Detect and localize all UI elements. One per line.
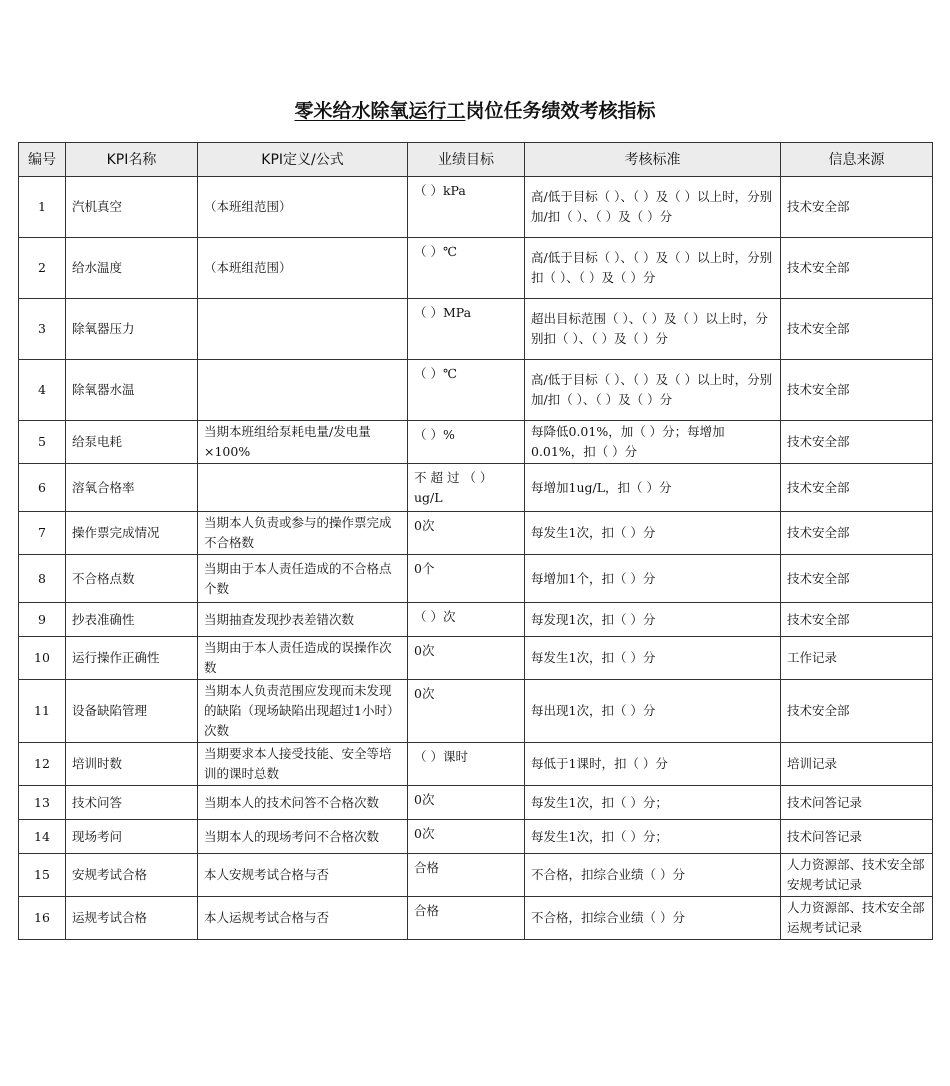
cell-no: 16: [19, 897, 66, 940]
cell-kpi-name: 设备缺陷管理: [66, 680, 198, 743]
table-row: [19, 786, 933, 820]
cell-kpi-name: 技术问答: [66, 786, 198, 820]
table-row: [19, 299, 933, 360]
table-row: [19, 603, 933, 637]
table-row: [19, 238, 933, 299]
cell-kpi-name: 运行操作正确性: [66, 637, 198, 680]
cell-source: 技术问答记录: [781, 786, 933, 820]
cell-kpi-name: 除氧器水温: [66, 360, 198, 421]
cell-source: 技术安全部: [781, 360, 933, 421]
cell-standard: 每发现1次，扣（ ）分: [525, 603, 781, 637]
cell-source: 技术问答记录: [781, 820, 933, 854]
cell-kpi-name: 操作票完成情况: [66, 512, 198, 555]
cell-kpi-definition: [198, 360, 408, 421]
cell-target: （ ）%: [408, 421, 525, 464]
cell-kpi-name: 给泵电耗: [66, 421, 198, 464]
cell-kpi-name: 不合格点数: [66, 555, 198, 603]
cell-kpi-name: 安规考试合格: [66, 854, 198, 897]
cell-standard: 不合格，扣综合业绩（ ）分: [525, 854, 781, 897]
cell-kpi-definition: 当期本班组给泵耗电量/发电量×100%: [198, 421, 408, 464]
cell-source: 技术安全部: [781, 464, 933, 512]
cell-target: （ ）次: [408, 603, 525, 637]
table-row: [19, 360, 933, 421]
cell-target: 0次: [408, 680, 525, 743]
cell-no: 6: [19, 464, 66, 512]
cell-source: 培训记录: [781, 743, 933, 786]
table-row: [19, 555, 933, 603]
cell-no: 14: [19, 820, 66, 854]
cell-kpi-definition: 当期本人负责或参与的操作票完成不合格数: [198, 512, 408, 555]
cell-kpi-name: 培训时数: [66, 743, 198, 786]
cell-no: 9: [19, 603, 66, 637]
header-row: [19, 143, 933, 177]
cell-kpi-name: 除氧器压力: [66, 299, 198, 360]
cell-source: 技术安全部: [781, 603, 933, 637]
cell-kpi-definition: [198, 299, 408, 360]
cell-standard: 高/低于目标（ ）、（ ）及（ ）以上时，分别加/扣（ ）、（ ）及（ ）分: [525, 177, 781, 238]
cell-target: 0次: [408, 512, 525, 555]
cell-no: 7: [19, 512, 66, 555]
cell-standard: 每发生1次，扣（ ）分: [525, 512, 781, 555]
cell-kpi-name: 汽机真空: [66, 177, 198, 238]
cell-kpi-definition: 当期本人负责范围应发现而未发现的缺陷（现场缺陷出现超过1小时）次数: [198, 680, 408, 743]
cell-target: （ ）℃: [408, 360, 525, 421]
header-standard: 考核标准: [525, 143, 781, 177]
table-row: [19, 897, 933, 940]
cell-kpi-definition: 本人运规考试合格与否: [198, 897, 408, 940]
cell-standard: 每增加1个，扣（ ）分: [525, 555, 781, 603]
cell-kpi-name: 抄表准确性: [66, 603, 198, 637]
cell-no: 10: [19, 637, 66, 680]
cell-source: 技术安全部: [781, 512, 933, 555]
cell-target: （ ）MPa: [408, 299, 525, 360]
cell-target: 0次: [408, 637, 525, 680]
table-row: [19, 421, 933, 464]
cell-source: 技术安全部: [781, 421, 933, 464]
cell-target: 合格: [408, 854, 525, 897]
cell-no: 1: [19, 177, 66, 238]
cell-no: 4: [19, 360, 66, 421]
cell-standard: 每发生1次，扣（ ）分: [525, 637, 781, 680]
table-row: [19, 680, 933, 743]
cell-kpi-name: 现场考问: [66, 820, 198, 854]
cell-source: 技术安全部: [781, 299, 933, 360]
cell-standard: 不合格，扣综合业绩（ ）分: [525, 897, 781, 940]
table-row: [19, 820, 933, 854]
cell-kpi-name: 运规考试合格: [66, 897, 198, 940]
cell-kpi-definition: （本班组范围）: [198, 238, 408, 299]
cell-target: 不 超 过 （ ）ug/L: [408, 464, 525, 512]
cell-no: 3: [19, 299, 66, 360]
cell-standard: 高/低于目标（ ）、（ ）及（ ）以上时，分别扣（ ）、（ ）及（ ）分: [525, 238, 781, 299]
cell-standard: 每发生1次，扣（ ）分；: [525, 820, 781, 854]
cell-source: 工作记录: [781, 637, 933, 680]
kpi-table: [18, 142, 933, 940]
cell-source: 技术安全部: [781, 555, 933, 603]
cell-source: 人力资源部、技术安全部安规考试记录: [781, 854, 933, 897]
table-body: [19, 177, 933, 940]
header-kpi-definition: KPI定义/公式: [198, 143, 408, 177]
cell-target: （ ）kPa: [408, 177, 525, 238]
cell-source: 人力资源部、技术安全部运规考试记录: [781, 897, 933, 940]
cell-kpi-definition: 当期抽查发现抄表差错次数: [198, 603, 408, 637]
cell-standard: 超出目标范围（ ）、（ ）及（ ）以上时，分别扣（ ）、（ ）及（ ）分: [525, 299, 781, 360]
header-target: 业绩目标: [408, 143, 525, 177]
cell-source: 技术安全部: [781, 680, 933, 743]
cell-target: 0次: [408, 786, 525, 820]
table-row: [19, 512, 933, 555]
cell-kpi-name: 给水温度: [66, 238, 198, 299]
cell-no: 13: [19, 786, 66, 820]
cell-target: （ ）℃: [408, 238, 525, 299]
cell-kpi-definition: 当期本人的现场考问不合格次数: [198, 820, 408, 854]
cell-no: 8: [19, 555, 66, 603]
table-row: [19, 743, 933, 786]
cell-no: 15: [19, 854, 66, 897]
header-source: 信息来源: [781, 143, 933, 177]
table-row: [19, 177, 933, 238]
table-header: [19, 143, 933, 177]
title-underlined: 零米给水除氧运行工: [294, 100, 466, 122]
cell-kpi-definition: 当期由于本人责任造成的误操作次数: [198, 637, 408, 680]
cell-target: 0次: [408, 820, 525, 854]
cell-target: 0个: [408, 555, 525, 603]
cell-kpi-definition: 本人安规考试合格与否: [198, 854, 408, 897]
cell-source: 技术安全部: [781, 238, 933, 299]
header-kpi-name: KPI名称: [66, 143, 198, 177]
cell-target: 合格: [408, 897, 525, 940]
cell-no: 11: [19, 680, 66, 743]
cell-source: 技术安全部: [781, 177, 933, 238]
page-title: [0, 96, 950, 123]
cell-no: 5: [19, 421, 66, 464]
cell-no: 2: [19, 238, 66, 299]
cell-target: （ ）课时: [408, 743, 525, 786]
table-row: [19, 637, 933, 680]
cell-kpi-name: 溶氧合格率: [66, 464, 198, 512]
table-row: [19, 854, 933, 897]
cell-kpi-definition: [198, 464, 408, 512]
cell-kpi-definition: 当期要求本人接受技能、安全等培训的课时总数: [198, 743, 408, 786]
cell-standard: 每低于1课时，扣（ ）分: [525, 743, 781, 786]
cell-standard: 每增加1ug/L，扣（ ）分: [525, 464, 781, 512]
title-rest: 岗位任务绩效考核指标: [465, 100, 656, 122]
cell-standard: 每降低0.01%，加（ ）分；每增加0.01%，扣（ ）分: [525, 421, 781, 464]
cell-no: 12: [19, 743, 66, 786]
cell-kpi-definition: 当期本人的技术问答不合格次数: [198, 786, 408, 820]
cell-standard: 每发生1次，扣（ ）分；: [525, 786, 781, 820]
table-row: [19, 464, 933, 512]
cell-kpi-definition: （本班组范围）: [198, 177, 408, 238]
cell-standard: 每出现1次，扣（ ）分: [525, 680, 781, 743]
cell-kpi-definition: 当期由于本人责任造成的不合格点个数: [198, 555, 408, 603]
header-no: 编号: [19, 143, 66, 177]
cell-standard: 高/低于目标（ ）、（ ）及（ ）以上时，分别加/扣（ ）、（ ）及（ ）分: [525, 360, 781, 421]
